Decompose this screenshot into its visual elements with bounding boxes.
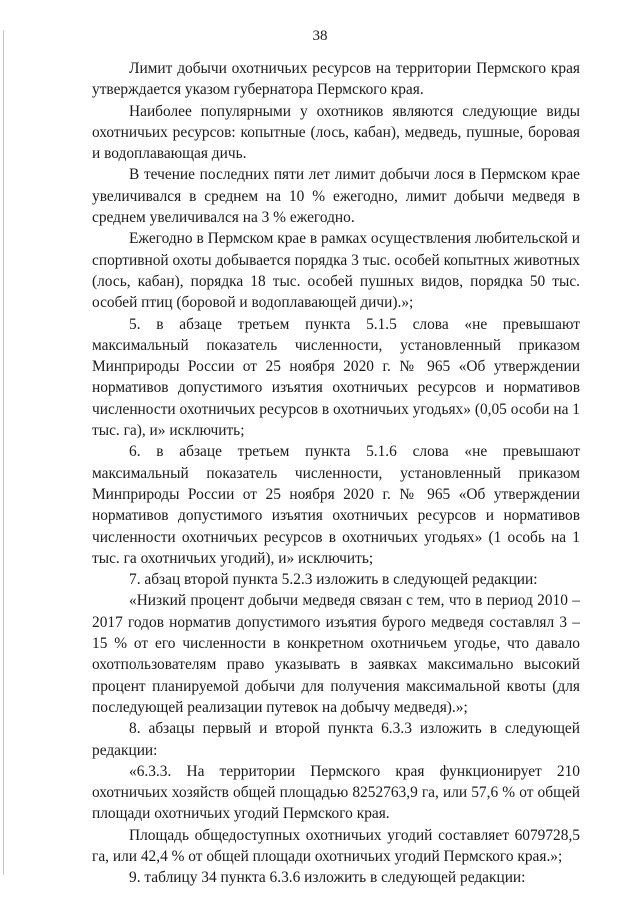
paragraph-limit-growth: В течение последних пяти лет лимит добычи лося в Пермском крае увеличивался в среднем на 10 % ежегодно, лимит добычи медведя в среднем увеличивался на 3 % ежегодно. [92,166,580,227]
paragraph-hunting-farms: «6.3.3. На территории Пермского края функционирует 210 охотничьих хозяйств общей площадью 8252763,9 га, или 57,6 % от общей площади охотничьих угодий Пермского края. [92,762,580,823]
paragraph-annual-harvest: Ежегодно в Пермском крае в рамках осуществления любительской и спортивной охоты добывается порядка 3 тыс. особей копытных животных (лось, кабан), порядка 18 тыс. особей пушных видов, порядка 50 тыс. особей птиц (боровой и водоплавающей дичи).»; [92,230,580,312]
paragraph-amendment-6: 6. в абзаце третьем пункта 5.1.6 слова «не превышают максимальный показатель численности, установленный приказом Минприроды России от 25 ноября 2020 г. № 965 «Об утверждении нормативов допустимого изъятия охотничьих ресурсов и нормативов численности охотничьих ресурсов в охотничьих угодьях» (1 особь на 1 тыс. га охотничьих угодий), и» исключить; [92,443,580,567]
paragraph-amendment-8: 8. абзацы первый и второй пункта 6.3.3 изложить в следующей редакции: [92,720,580,759]
paragraph-bear-quote: «Низкий процент добычи медведя связан с тем, что в период 2010 – 2017 годов норматив допустимого изъятия бурого медведя составлял 3 – 15 % от его численности в конкретном охотничьем угодье, что давало охотпользователям право указывать в заявках максимально высокий процент планируемой добычи для получения максимальной квоты (для последующей реализации путевок на добычу медведя).»; [92,592,580,716]
page-number: 38 [312,28,328,44]
paragraph-amendment-9: 9. таблицу 34 пункта 6.3.6 изложить в следующей редакции: [129,869,526,887]
paragraph-hunting-limit: Лимит добычи охотничьих ресурсов на территории Пермского края утверждается указом губернатора Пермского края. [92,60,580,99]
paragraph-public-grounds: Площадь общедоступных охотничьих угодий составляет 6079728,5 га, или 42,4 % от общей площади охотничьих угодий Пермского края.»; [92,826,580,865]
scan-edge-line [3,30,4,875]
paragraph-popular-species: Наиболее популярными у охотников являются следующие виды охотничьих ресурсов: копытные (лось, кабан), медведь, пушные, боровая и водоплавающая дичь. [92,102,580,163]
paragraph-amendment-5: 5. в абзаце третьем пункта 5.1.5 слова «не превышают максимальный показатель численности, установленный приказом Минприроды России от 25 ноября 2020 г. № 965 «Об утверждении нормативов допустимого изъятия охотничьих ресурсов и нормативов численности охотничьих ресурсов в охотничьих угодьях» (0,05 особи на 1 тыс. га), и» исключить; [92,315,580,440]
paragraph-amendment-7: 7. абзац второй пункта 5.2.3 изложить в следующей редакции: [129,571,538,589]
document-body [92,58,580,889]
